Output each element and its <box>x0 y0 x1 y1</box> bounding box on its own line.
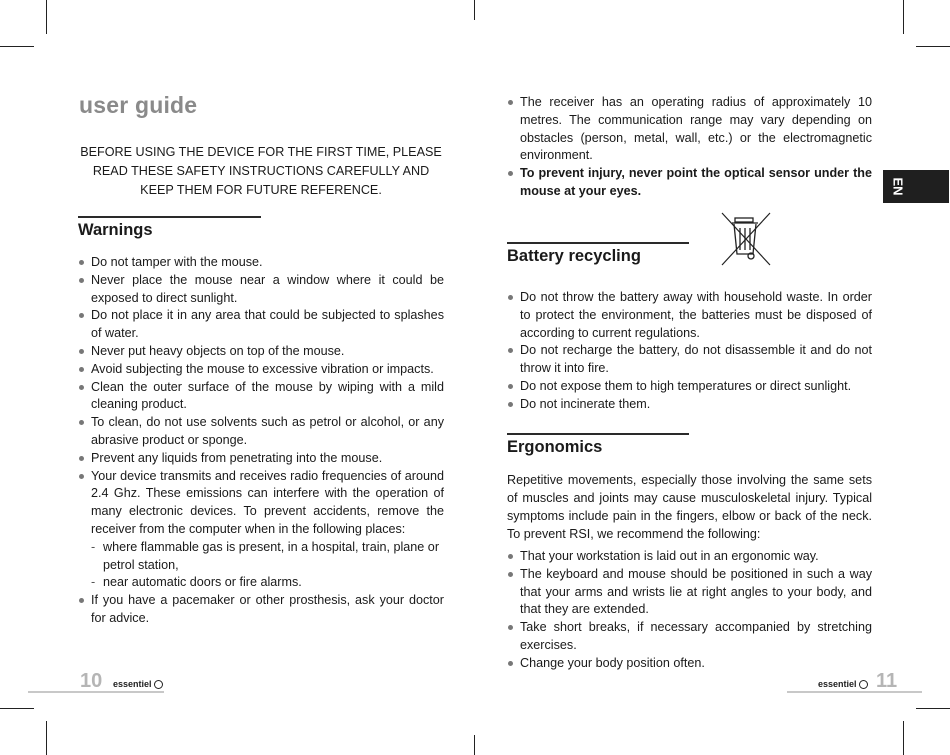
ergonomics-list <box>507 548 872 673</box>
battery-heading: Battery recycling <box>507 247 641 265</box>
list-item: Prevent any liquids from penetrating into the mouse. <box>78 450 444 468</box>
section-rule <box>78 216 261 218</box>
list-item: To prevent injury, never point the optical sensor under the mouse at your eyes. <box>507 165 872 201</box>
page-title: user guide <box>79 92 198 118</box>
brand-name: essentiel <box>113 679 152 689</box>
language-tab <box>883 170 949 203</box>
list-item: Do not expose them to high temperatures or direct sunlight. <box>507 378 872 396</box>
brand-logo <box>818 679 868 689</box>
warnings-heading: Warnings <box>78 221 153 239</box>
list-item: Do not recharge the battery, do not disassemble it and do not throw it into fire. <box>507 342 872 378</box>
section-rule <box>507 433 689 435</box>
sub-list <box>91 539 444 592</box>
intro-line: READ THESE SAFETY INSTRUCTIONS CAREFULLY AND <box>92 164 430 178</box>
brand-mark-icon <box>154 680 163 689</box>
language-tab-label: EN <box>890 177 906 196</box>
sub-list-item: - near automatic doors or fire alarms. <box>91 574 444 592</box>
section-rule <box>507 242 689 244</box>
list-item <box>78 468 444 593</box>
list-item-text: Your device transmits and receives radio frequencies of around 2.4 Ghz. These emissions can interfere with the operation of many electronic devices. To prevent accidents, remove the receiver from the computer when in the following places: <box>91 468 444 536</box>
list-item: The keyboard and mouse should be positioned in such a way that your arms and wrists lie at right angles to your body, and that they are extended. <box>507 566 872 619</box>
brand-mark-icon <box>859 680 868 689</box>
page-number: 10 <box>80 670 103 692</box>
right-page <box>475 0 950 755</box>
ergonomics-heading: Ergonomics <box>507 438 603 456</box>
intro-line: KEEP THEM FOR FUTURE REFERENCE. <box>140 183 382 197</box>
sub-list-item: - where flammable gas is present, in a hospital, train, plane or petrol station, <box>91 539 444 575</box>
safety-intro <box>78 143 444 200</box>
warnings-list <box>78 254 444 628</box>
list-item: Do not place it in any area that could be subjected to splashes of water. <box>78 307 444 343</box>
list-item: If you have a pacemaker or other prosthesis, ask your doctor for advice. <box>78 592 444 628</box>
brand-logo <box>113 679 163 689</box>
list-item: That your workstation is laid out in an ergonomic way. <box>507 548 872 566</box>
list-item: Never place the mouse near a window where it could be exposed to direct sunlight. <box>78 272 444 308</box>
list-item: The receiver has an operating radius of approximately 10 metres. The communication range may vary depending on obstacles (person, metal, wall, etc.) or the electromagnetic environment. <box>507 94 872 165</box>
battery-list <box>507 289 872 414</box>
crossed-out-wheelie-bin-icon <box>718 210 774 268</box>
intro-line: BEFORE USING THE DEVICE FOR THE FIRST TIME, PLEASE <box>80 145 442 159</box>
list-item: To clean, do not use solvents such as petrol or alcohol, or any abrasive product or sponge. <box>78 414 444 450</box>
page-number: 11 <box>876 670 898 692</box>
list-item: Do not incinerate them. <box>507 396 872 414</box>
list-item: Clean the outer surface of the mouse by wiping with a mild cleaning product. <box>78 379 444 415</box>
footer-rule <box>787 691 922 693</box>
list-item: Do not tamper with the mouse. <box>78 254 444 272</box>
brand-name: essentiel <box>818 679 857 689</box>
list-item: Never put heavy objects on top of the mouse. <box>78 343 444 361</box>
list-item: Take short breaks, if necessary accompanied by stretching exercises. <box>507 619 872 655</box>
list-item: Avoid subjecting the mouse to excessive vibration or impacts. <box>78 361 444 379</box>
ergonomics-intro: Repetitive movements, especially those involving the same sets of muscles and joints may cause musculoskeletal injury. Typical symptoms include pain in the fingers, elbow or back of the neck. To prevent RSI, we recommend the following: <box>507 473 872 541</box>
list-item: Do not throw the battery away with household waste. In order to protect the environment, the batteries must be disposed of according to current regulations. <box>507 289 872 342</box>
receiver-notes-list <box>507 94 872 201</box>
list-item: Change your body position often. <box>507 655 872 673</box>
